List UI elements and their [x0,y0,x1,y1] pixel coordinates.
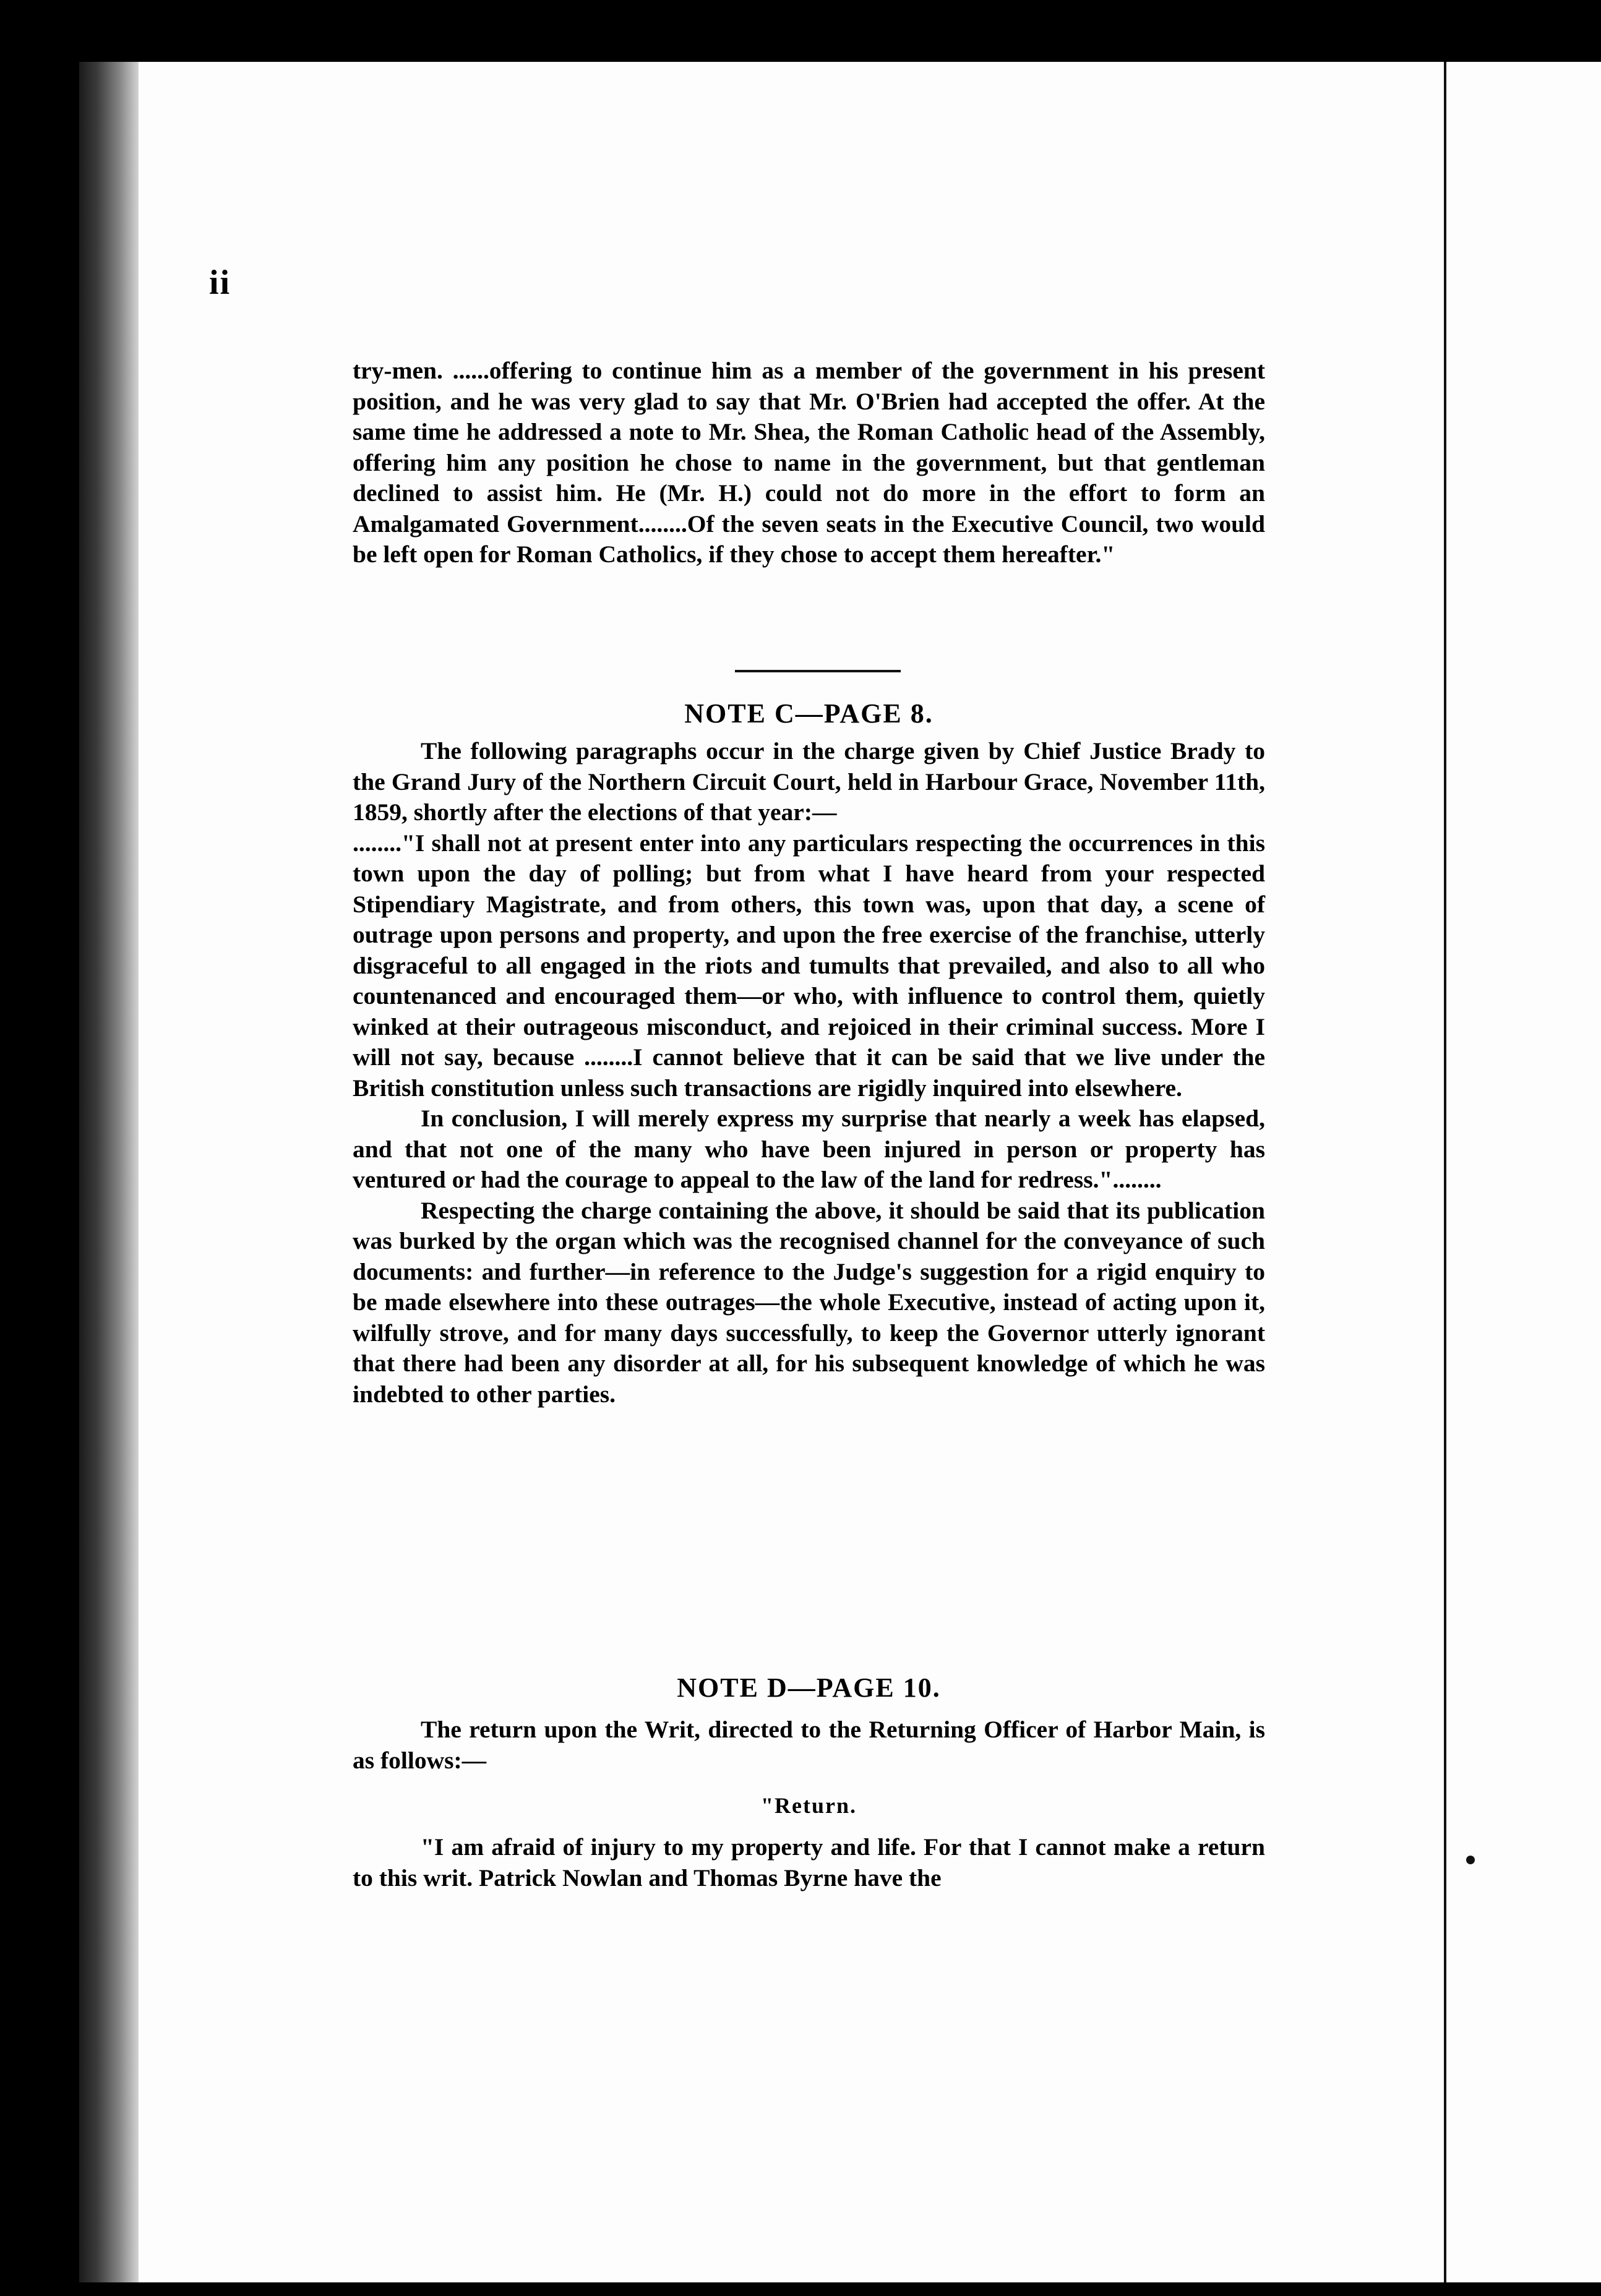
ink-spot [1466,1856,1475,1864]
note-c-quote-first: ........"I shall not at present enter into any particulars respecting the occurrences in this town upon the day of polling; but from what I have heard from your respected Stipendiary Magistrate, and from others, this town was, upon that day, a scene of outrage upon persons and property, and upon the free exercise of the franchise, utterly disgraceful to all engaged in the riots and tumults that prevailed, and also to all who countenanced and encouraged them—or who, with influence to control them, quietly winked at their outrageous misconduct, and rejoiced in their criminal success. More I will not say, because ........I cannot believe that it can be said that we live under the British constitution unless such transactions are rigidly inquired into elsewhere. [353,829,1265,1102]
adjacent-page-edge [1444,62,1601,2282]
note-d-body [353,1715,1265,1776]
return-body [353,1832,1265,1893]
book-binding-edge [79,62,139,2282]
return-text: "I am afraid of injury to my property and life. For that I cannot make a return to this writ. Patrick Nowlan and Thomas Byrne have the [353,1833,1265,1891]
note-c-body [353,736,1265,1410]
note-d-heading: NOTE D—PAGE 10. [677,1673,941,1703]
page-number: ii [209,263,231,302]
continuation-paragraph [353,356,1265,570]
continuation-text: try-men. ......offering to continue him as a member of the government in his present position, and he was very glad to say that Mr. O'Brien had accepted the offer. At the same time he addressed a note to Mr. Shea, the Roman Catholic head of the Assembly, offering him any position he chose to name in the government, but that gentleman declined to assist him. He (Mr. H.) could not do more in the effort to form an Amalgamated Government........Of the seven seats in the Executive Council, two would be left open for Roman Catholics, if they chose to accept them hereafter." [353,357,1265,568]
note-c-quote-second: In conclusion, I will merely express my surprise that nearly a week has elapsed, and that not one of the many who have been injured in person or property has ventured or had the courage to appeal to the law of the land for redress."........ [353,1105,1265,1193]
note-c-commentary: Respecting the charge containing the above, it should be said that its publication was burked by the organ which was the recognised channel for the conveyance of such documents: and further—in reference to the Judge's suggestion for a rigid enquiry to be made elsewhere into these outrages—the whole Executive, instead of acting upon it, wilfully strove, and for many days successfully, to keep the Governor utterly ignorant that there had been any disorder at all, for his subsequent knowledge of which he was indebted to other parties. [353,1196,1265,1408]
note-d-intro: The return upon the Writ, directed to the Returning Officer of Harbor Main, is as follows:— [353,1716,1265,1774]
note-c-heading: NOTE C—PAGE 8. [684,698,934,729]
return-heading: "Return. [761,1793,857,1818]
section-divider [735,670,901,672]
note-c-intro: The following paragraphs occur in the charge given by Chief Justice Brady to the Grand Jury of the Northern Circuit Court, held in Harbour Grace, November 11th, 1859, shortly after the elections of that year:— [353,737,1265,826]
